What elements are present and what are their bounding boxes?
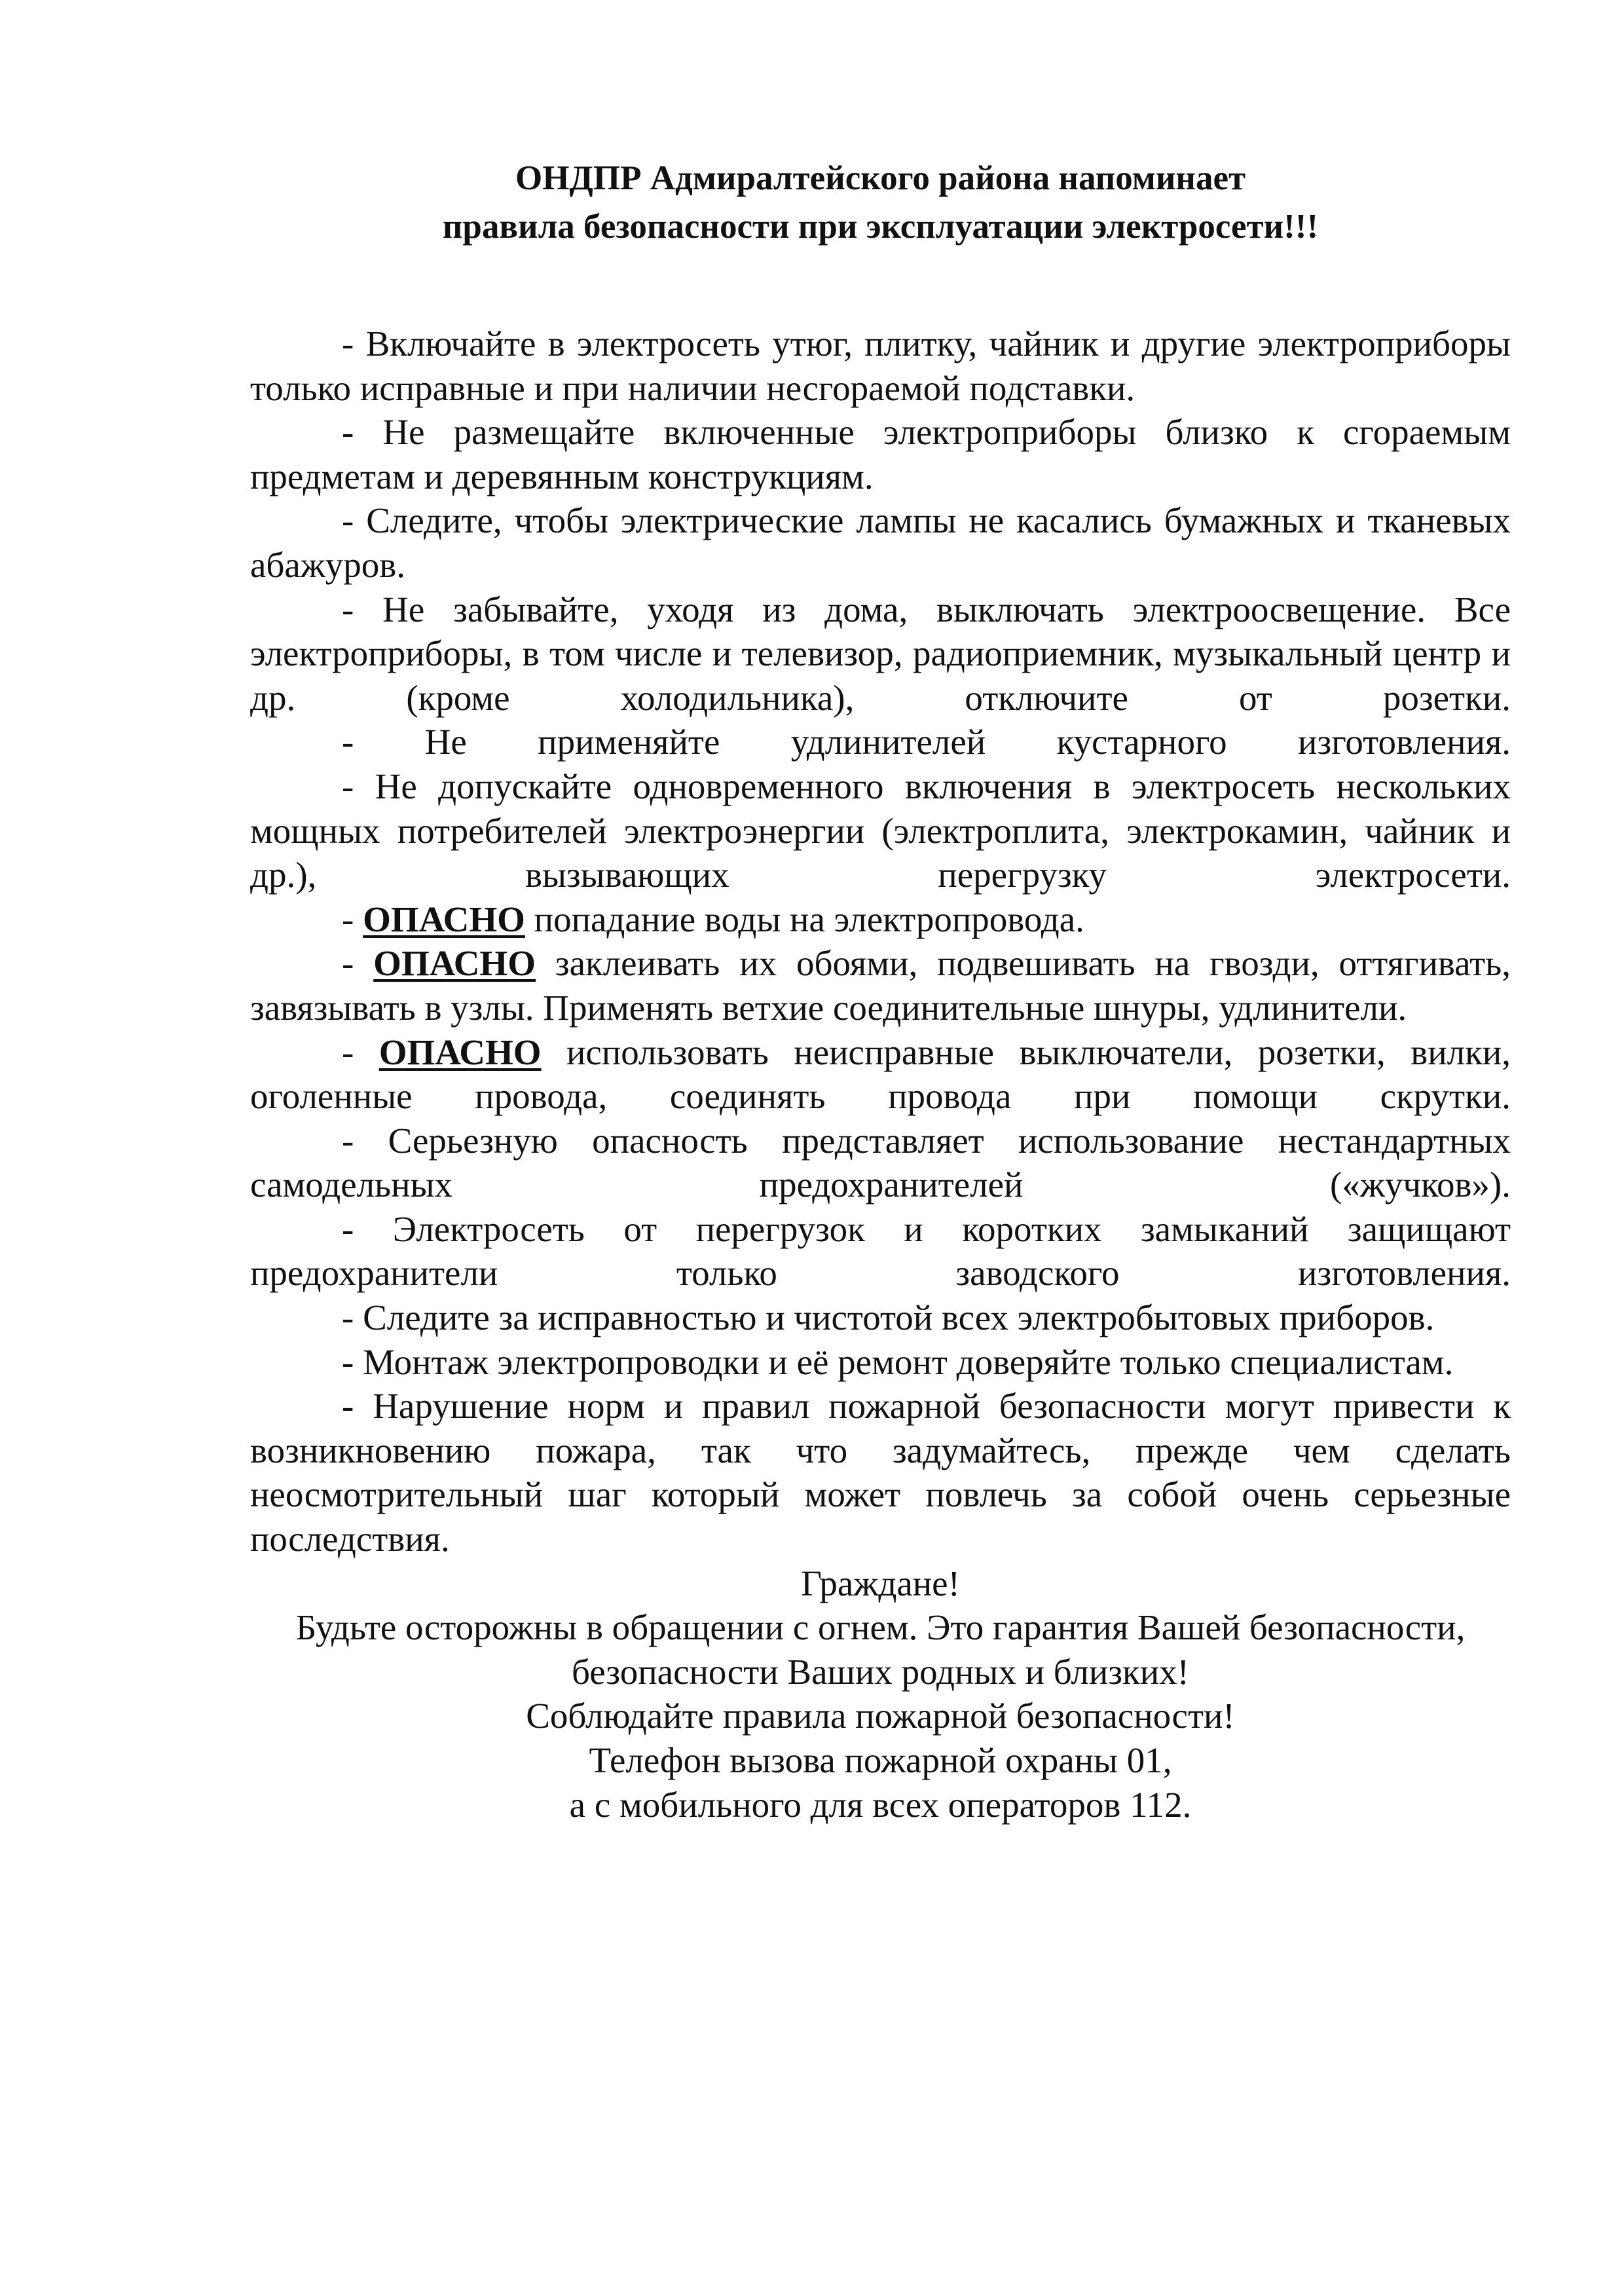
danger-label: ОПАСНО: [373, 943, 536, 984]
closing-line-1: Граждане!: [801, 1563, 960, 1603]
closing-line-4: Соблюдайте правила пожарной безопасности!: [526, 1696, 1235, 1736]
title-line-2: правила безопасности при эксплуатации электросети!!!: [442, 208, 1319, 246]
document-page: [250, 154, 1511, 1827]
rule-item-danger: - ОПАСНО использовать неисправные выключатели, розетки, вилки, оголенные провода, соединять провода при помощи скрутки.: [250, 1032, 1511, 1117]
document-title: [250, 154, 1511, 251]
rule-item: - Серьезную опасность представляет использование нестандартных самодельных предохранителей («жучков»).: [250, 1120, 1511, 1205]
rule-item: - Следите за исправностью и чистотой всех электробытовых приборов.: [342, 1297, 1435, 1338]
rule-item-danger: - ОПАСНО заклеивать их обоями, подвешивать на гвозди, оттягивать, завязывать в узлы. Применять ветхие соединительные шнуры, удлинители.: [250, 943, 1511, 1028]
closing-line-2: Будьте осторожны в обращении с огнем. Это гарантия Вашей безопасности,: [295, 1607, 1466, 1648]
rule-item: - Не допускайте одновременного включения в электросеть нескольких мощных потребителей электроэнергии (электроплита, электрокамин, чайник и др.), вызывающих перегрузку электросети.: [250, 766, 1511, 895]
danger-label: ОПАСНО: [378, 1032, 542, 1072]
rule-item-danger: - ОПАСНО попадание воды на электропровода.: [342, 899, 1084, 939]
rule-item: - Не забывайте, уходя из дома, выключать электроосвещение. Все электроприборы, в том числе и телевизор, радиоприемник, музыкальный центр и др. (кроме холодильника), отключите от розетки.: [250, 589, 1511, 718]
rule-item: - Не применяйте удлинителей кустарного изготовления.: [342, 722, 1511, 762]
rule-item: - Нарушение норм и правил пожарной безопасности могут привести к возникновению пожара, так что задумайтесь, прежде чем сделать неосмотрительный шаг который может повлечь за собой очень серьезные последствия.: [250, 1386, 1511, 1559]
rule-item: - Электросеть от перегрузок и коротких замыканий защищают предохранители только заводского изготовления.: [250, 1208, 1511, 1294]
title-line-1: ОНДПР Адмиралтейского района напоминает: [515, 159, 1246, 197]
closing-line-6: а с мобильного для всех операторов 112.: [569, 1784, 1192, 1825]
rules-list: [250, 322, 1511, 1561]
rule-item: - Включайте в электросеть утюг, плитку, чайник и другие электроприборы только исправные и при наличии несгораемой подставки.: [250, 324, 1511, 408]
rule-item: - Не размещайте включенные электроприборы близко к сгораемым предметам и деревянным конструкциям.: [250, 412, 1511, 496]
rule-item: - Следите, чтобы электрические лампы не касались бумажных и тканевых абажуров.: [250, 500, 1511, 585]
closing-appeal: [250, 1561, 1511, 1827]
danger-label: ОПАСНО: [363, 899, 525, 939]
closing-line-5: Телефон вызова пожарной охраны 01,: [589, 1740, 1172, 1780]
rule-item: - Монтаж электропроводки и её ремонт доверяйте только специалистам.: [342, 1341, 1454, 1382]
closing-line-3: безопасности Ваших родных и близких!: [572, 1651, 1189, 1692]
